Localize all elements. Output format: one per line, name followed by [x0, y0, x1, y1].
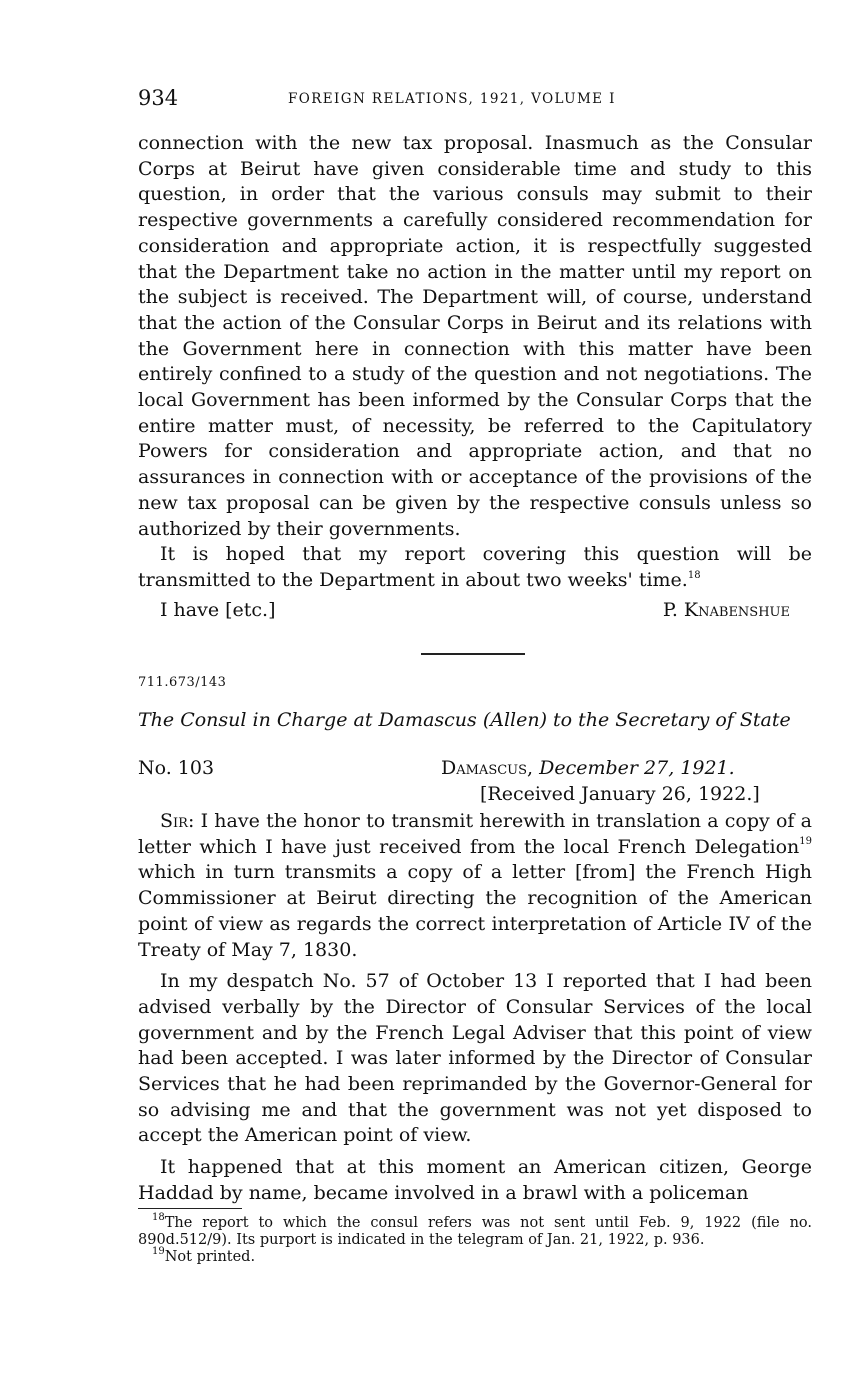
salutation: Sir: [160, 810, 195, 832]
footnote-text: Not printed. [164, 1249, 256, 1265]
body-paragraph: connection with the new tax proposal. Inasmuch as the Consular Corps at Beirut have given considerable time and study to this question, in order that the various consuls may submit to their respective governments a carefully considered recommendation for consideration and appropriate action, it is respectfully suggested that the Department take no action in the matter until my report on the subject is received. The Department will, of course, understand that the action of the Consular Corps in Beirut and its relations with the Government here in connection with this matter have been entirely confined to a study of the question and not negotiations. The local Government has been informed by the Consular Corps that the entire matter must, of necessity, be referred to the Capitulatory Powers for consideration and appropriate action, and that no assurances in connection with or acceptance of the provisions of the new tax proposal can be given by the respective consuls unless so authorized by their governments. [138, 132, 812, 540]
footnote-number: 18 [152, 1212, 165, 1224]
letter-continuation [138, 131, 812, 594]
closing: I have [etc.] [160, 599, 276, 621]
footnote-text: The report to which the consul refers was not sent until Feb. 9, 1922 (file no. 890d.512/9). Its purport is indicated in the telegram of Jan. 21, 1922, p. 936. [138, 1215, 812, 1248]
dateline [441, 757, 735, 779]
body-paragraph [138, 809, 812, 963]
body-paragraph [138, 542, 812, 593]
received-date: [Received January 26, 1922.] [480, 783, 760, 805]
paragraph-text: which in turn transmits a copy of a letter [from] the French High Commissioner at Beirut directing the recognition of the American point of view as regards the correct interpretation of Article IV of the Treaty of May 7, 1830. [138, 861, 812, 961]
footnote-ref: 18 [687, 569, 701, 581]
footnotes [138, 1212, 812, 1266]
running-head [138, 86, 812, 114]
running-title: FOREIGN RELATIONS, 1921, VOLUME I [288, 91, 616, 107]
body-paragraph: It happened that at this moment an American citizen, George Haddad by name, became involved in a brawl with a policeman [138, 1156, 812, 1204]
signature: P. Knabenshue [662, 599, 790, 621]
date: December 27, 1921. [539, 757, 735, 779]
document-title: The Consul in Charge at Damascus (Allen) to the Secretary of State [138, 709, 791, 731]
footnote-ref: 19 [799, 836, 812, 848]
footnote-number: 19 [152, 1246, 165, 1258]
letter-body [138, 809, 812, 1207]
footnote-divider [138, 1208, 242, 1209]
section-divider [421, 653, 525, 655]
footnote [138, 1246, 812, 1266]
footnote [138, 1212, 812, 1249]
paragraph-text: It is hoped that my report covering this question will be transmitted to the Department in about two weeks' time. [138, 543, 812, 591]
body-paragraph: In my despatch No. 57 of October 13 I reported that I had been advised verbally by the Director of Consular Services of the local government and by the French Legal Adviser that this point of view had been accepted. I was later informed by the Director of Consular Services that he had been reprimanded by the Governor-General for so advising me and that the government was not yet disposed to accept the American point of view. [138, 970, 812, 1147]
despatch-number: No. 103 [138, 757, 215, 779]
place: Damascus, [441, 757, 534, 779]
paragraph-text: I have the honor to transmit herewith in translation a copy of a letter which I have just received from the local French Delegation [138, 810, 812, 858]
file-number: 711.673/143 [138, 675, 227, 690]
page-number: 934 [138, 86, 179, 110]
